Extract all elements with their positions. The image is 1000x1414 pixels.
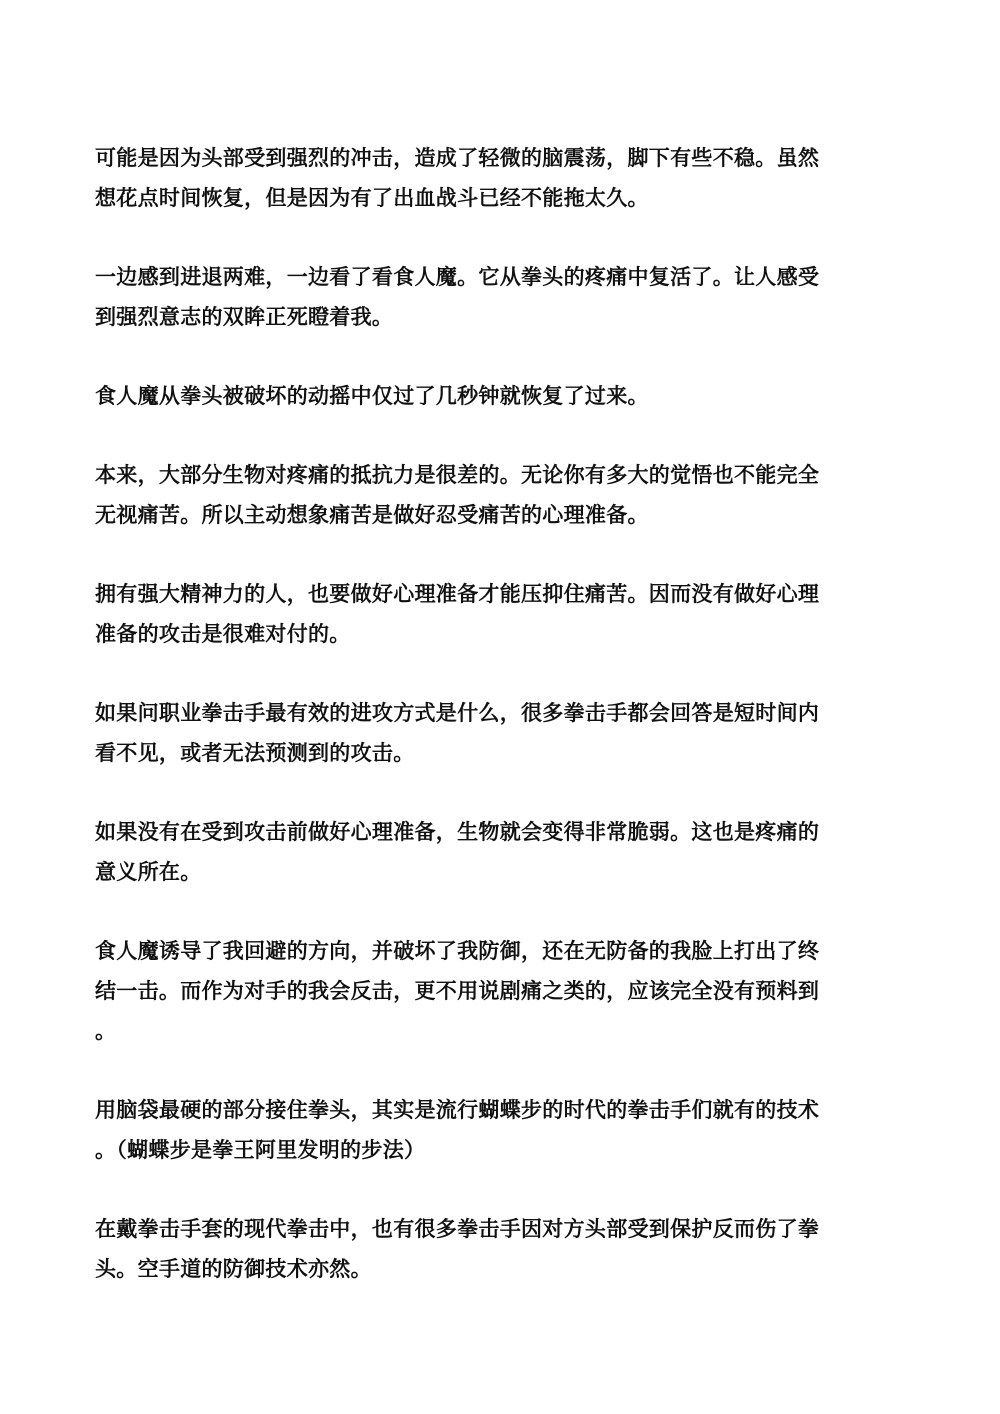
paragraph-6: 如果问职业拳击手最有效的进攻方式是什么，很多拳击手都会回答是短时间内 看不见，或者无法预测到的攻击。	[95, 701, 820, 765]
text-body	[95, 138, 901, 1328]
paragraph-1: 可能是因为头部受到强烈的冲击，造成了轻微的脑震荡，脚下有些不稳。虽然 想花点时间恢复，但是因为有了出血战斗已经不能拖太久。	[95, 146, 820, 210]
paragraph-3: 食人魔从拳头被破坏的动摇中仅过了几秒钟就恢复了过来。	[95, 384, 649, 408]
paragraph-5: 拥有强大精神力的人，也要做好心理准备才能压抑住痛苦。因而没有做好心理 准备的攻击是很难对付的。	[95, 582, 820, 646]
paragraph-2: 一边感到进退两难，一边看了看食人魔。它从拳头的疼痛中复活了。让人感受 到强烈意志的双眸正死瞪着我。	[95, 265, 820, 329]
paragraph-9: 用脑袋最硬的部分接住拳头，其实是流行蝴蝶步的时代的拳击手们就有的技术 。（蝴蝶步是拳王阿里发明的步法）	[95, 1098, 820, 1162]
paragraph-10: 在戴拳击手套的现代拳击中，也有很多拳击手因对方头部受到保护反而伤了拳 头。空手道的防御技术亦然。	[95, 1217, 820, 1281]
paragraph-8: 食人魔诱导了我回避的方向，并破坏了我防御，还在无防备的我脸上打出了终 结一击。而作为对手的我会反击，更不用说剧痛之类的，应该完全没有预料到 。	[95, 939, 820, 1043]
paragraph-7: 如果没有在受到攻击前做好心理准备，生物就会变得非常脆弱。这也是疼痛的 意义所在。	[95, 820, 820, 884]
paragraph-4: 本来，大部分生物对疼痛的抵抗力是很差的。无论你有多大的觉悟也不能完全 无视痛苦。所以主动想象痛苦是做好忍受痛苦的心理准备。	[95, 463, 820, 527]
